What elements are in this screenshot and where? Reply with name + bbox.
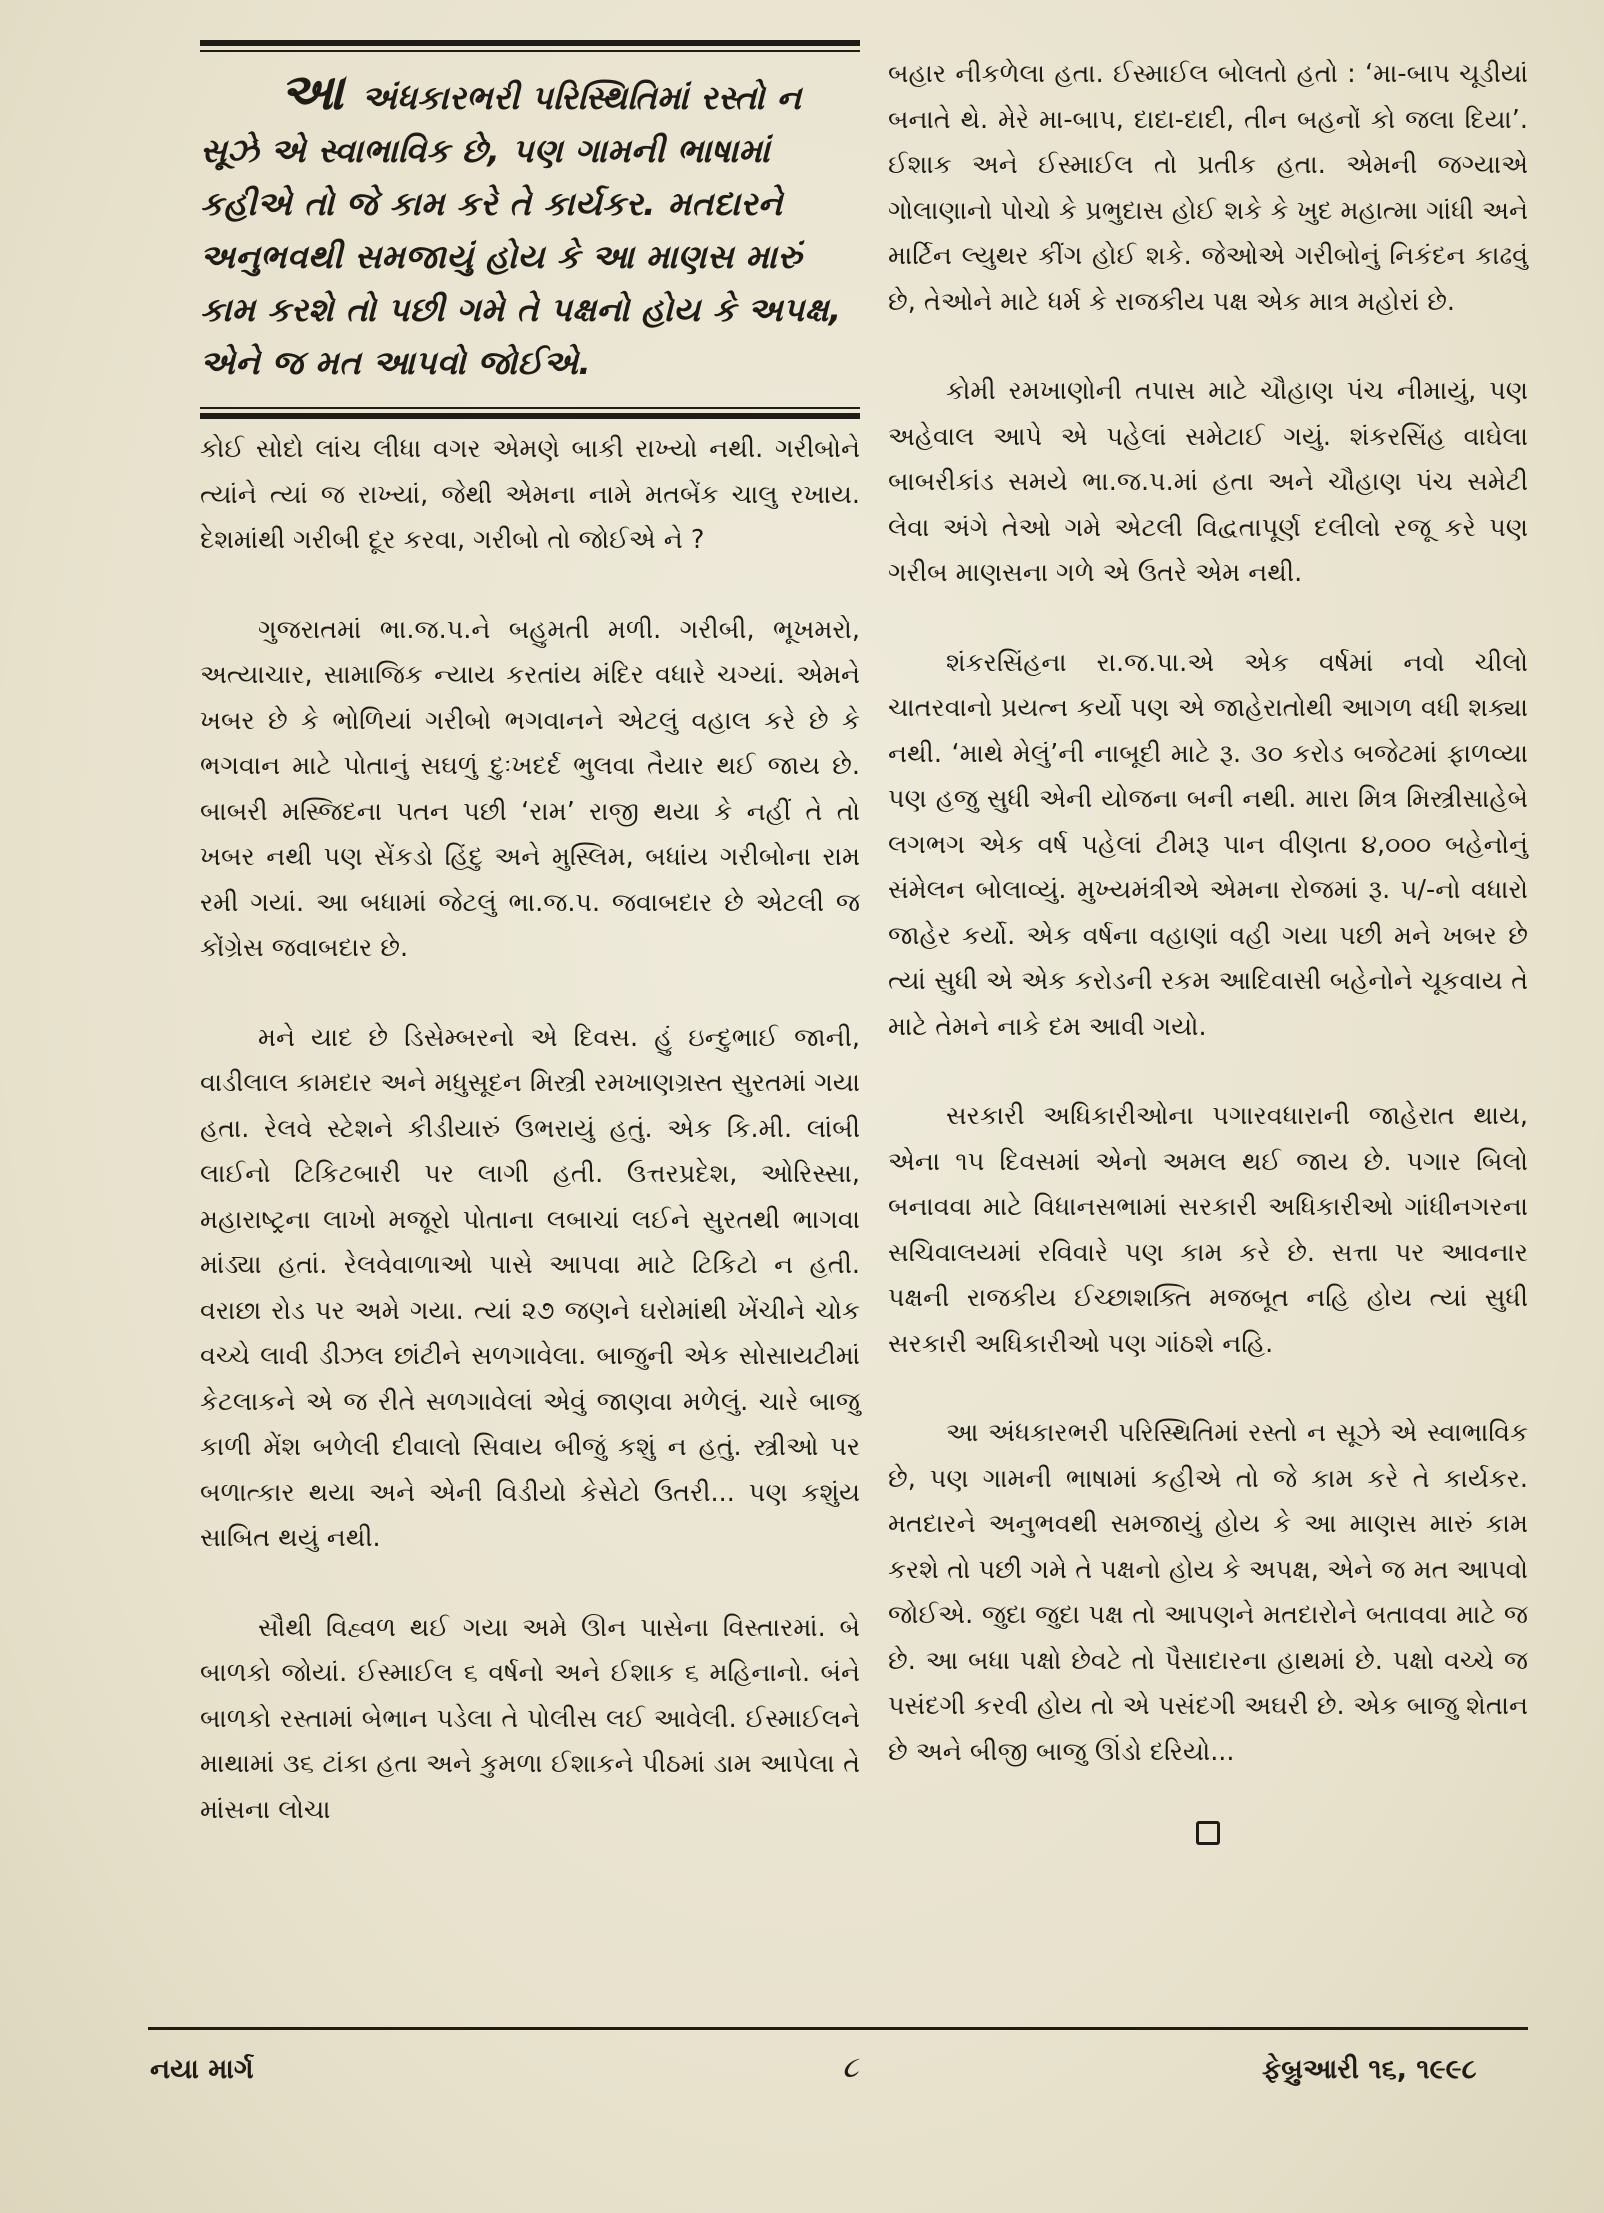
paragraph: કોઈ સોદો લાંચ લીધા વગર એમણે બાકી રાખ્યો નથી. ગરીબોને ત્યાંને ત્યાં જ રાખ્યાં, જેથી એમના નામે મતબેંક ચાલુ રખાય. દેશમાંથી ગરીબી દૂર કરવા, ગરીબો તો જોઈએ ને ?	[200, 434, 860, 555]
left-body-text	[200, 427, 860, 1833]
footer-rule	[148, 2027, 1528, 2030]
paragraph: મને યાદ છે ડિસેમ્બરનો એ દિવસ. હું ઇન્દુભાઈ જાની, વાડીલાલ કામદાર અને મધુસૂદન મિસ્ત્રી રમખાણગ્રસ્ત સુરતમાં ગયા હતા. રેલવે સ્ટેશને કીડીયારું ઉભરાયું હતું. એક કિ.મી. લાંબી લાઈનો ટિકિટબારી પર લાગી હતી. ઉત્તરપ્રદેશ, ઓરિસ્સા, મહારાષ્ટ્રના લાખો મજૂરો પોતાના લબાચાં લઈને સુરતથી ભાગવા માંડ્યા હતાં. રેલવેવાળાઓ પાસે આપવા માટે ટિકિટો ન હતી. વરાછા રોડ પર અમે ગયા. ત્યાં ૨૭ જણને ઘરોમાંથી ખેંચીને ચોક વચ્ચે લાવી ડીઝલ છાંટીને સળગાવેલા. બાજુની એક સોસાયટીમાં કેટલાકને એ જ રીતે સળગાવેલાં એવું જાણવા મળેલું. ચારે બાજુ કાળી મેંશ બળેલી દીવાલો સિવાય બીજું કશું ન હતું. સ્ત્રીઓ પર બળાત્કાર થયા અને એની વિડીયો કેસેટો ઉતરી... પણ કશુંય સાબિત થયું નથી.	[200, 1022, 860, 1553]
pullquote-top-rule-thin	[200, 50, 860, 52]
paragraph: બહાર નીકળેલા હતા. ઈસ્માઈલ બોલતો હતો : ‘મા-બાપ ચૂડીયાં બનાતે થે. મેરે મા-બાપ, દાદા-દાદી, તીન બહનોં કો જલા દિયા’. ઈશાક અને ઈસ્માઈલ તો પ્રતીક હતા. એમની જગ્યાએ ગોલાણાનો પોચો કે પ્રભુદાસ હોઈ શકે કે ખુદ મહાત્મા ગાંધી અને માર્ટિન લ્યુથર કીંગ હોઈ શકે. જેઓએ ગરીબોનું નિકંદન કાઢવું છે, તેઓને માટે ધર્મ કે રાજકીય પક્ષ એક માત્ર મહોરાં છે.	[888, 59, 1528, 317]
right-body-text	[888, 52, 1528, 1775]
left-column	[200, 40, 860, 1833]
paragraph: સરકારી અધિકારીઓના પગારવધારાની જાહેરાત થાય, એના ૧૫ દિવસમાં એનો અમલ થઈ જાય છે. પગાર બિલો બનાવવા માટે વિધાનસભામાં સરકારી અધિકારીઓ ગાંધીનગરના સચિવાલયમાં રવિવારે પણ કામ કરે છે. સત્તા પર આવનાર પક્ષની રાજકીય ઈચ્છાશક્તિ મજબૂત નહિ હોય ત્યાં સુધી સરકારી અધિકારીઓ પણ ગાંઠશે નહિ.	[888, 1101, 1528, 1359]
right-column	[888, 52, 1528, 1845]
paragraph: કોમી રમખાણોની તપાસ માટે ચૌહાણ પંચ નીમાયું, પણ અહેવાલ આપે એ પહેલાં સમેટાઈ ગયું. શંકરસિંહ વાઘેલા બાબરીકાંડ સમયે ભા.જ.પ.માં હતા અને ચૌહાણ પંચ સમેટી લેવા અંગે તેઓ ગમે એટલી વિદ્વતાપૂર્ણ દલીલો રજૂ કરે પણ ગરીબ માણસના ગળે એ ઉતરે એમ નથી.	[888, 376, 1528, 588]
pullquote-lead-word: આ	[280, 63, 344, 121]
paragraph: શંકરસિંહના રા.જ.પા.એ એક વર્ષમાં નવો ચીલો ચાતરવાનો પ્રયત્ન કર્યો પણ એ જાહેરાતોથી આગળ વધી શક્યા નથી. ‘માથે મેલું’ની નાબૂદી માટે રૂ. ૩૦ કરોડ બજેટમાં ફાળવ્યા પણ હજુ સુધી એની યોજના બની નથી. મારા મિત્ર મિસ્ત્રીસાહેબે લગભગ એક વર્ષ પહેલાં ટીમરૂ પાન વીણતા ૪,૦૦૦ બહેનોનું સંમેલન બોલાવ્યું. મુખ્યમંત્રીએ એમના રોજમાં રૂ. ૫/-નો વધારો જાહેર કર્યો. એક વર્ષના વહાણાં વહી ગયા પછી મને ખબર છે ત્યાં સુધી એ એક કરોડની રકમ આદિવાસી બહેનોને ચૂકવાય તે માટે તેમને નાકે દમ આવી ગયો.	[888, 647, 1528, 1042]
paragraph: સૌથી વિહ્વળ થઈ ગયા અમે ઊન પાસેના વિસ્તારમાં. બે બાળકો જોયાં. ઈસ્માઈલ ૬ વર્ષનો અને ઈશાક ૬ મહિનાનો. બંને બાળકો રસ્તામાં બેભાન પડેલા તે પોલીસ લઈ આવેલી. ઈસ્માઈલને માથામાં ૩૬ ટાંકા હતા અને કુમળા ઈશાકને પીઠમાં ડામ આપેલા તે માંસના લોચા	[200, 1612, 860, 1825]
paragraph: ગુજરાતમાં ભા.જ.પ.ને બહુમતી મળી. ગરીબી, ભૂખમરો, અત્યાચાર, સામાજિક ન્યાય કરતાંય મંદિર વધારે ચગ્યાં. એમને ખબર છે કે ભોળિયાં ગરીબો ભગવાનને એટલું વહાલ કરે છે કે ભગવાન માટે પોતાનું સઘળું દુઃખદર્દ ભુલવા તૈયાર થઈ જાય છે. બાબરી મસ્જિદના પતન પછી ‘રામ’ રાજી થયા કે નહીં તે તો ખબર નથી પણ સેંકડો હિંદુ અને મુસ્લિમ, બધાંય ગરીબોના રામ રમી ગયાં. આ બધામાં જેટલું ભા.જ.પ. જવાબદાર છે એટલી જ કોંગ્રેસ જવાબદાર છે.	[200, 614, 860, 963]
paragraph: આ અંધકારભરી પરિસ્થિતિમાં રસ્તો ન સૂઝે એ સ્વાભાવિક છે, પણ ગામની ભાષામાં કહીએ તો જે કામ કરે તે કાર્યકર. મતદારને અનુભવથી સમજાયું હોય કે આ માણસ મારું કામ કરશે તો પછી ગમે તે પક્ષનો હોય કે અપક્ષ, એને જ મત આપવો જોઈએ. જુદા જુદા પક્ષ તો આપણને મતદારોને બતાવવા માટે જ છે. આ બધા પક્ષો છેવટે તો પૈસાદારના હાથમાં છે. પક્ષો વચ્ચે જ પસંદગી કરવી હોય તો એ પસંદગી અઘરી છે. એક બાજુ શેતાન છે અને બીજી બાજુ ઊંડો દરિયો...	[888, 1418, 1528, 1767]
pullquote-bottom-rule-thin	[200, 407, 860, 409]
pullquote	[200, 63, 860, 389]
pullquote-bottom-rule-thick	[200, 413, 860, 419]
footer-publication-name: નયા માર્ગ	[150, 2054, 254, 2085]
pullquote-top-rule-thick	[200, 40, 860, 46]
footer-page-number: ૮	[842, 2050, 859, 2085]
footer-issue-date: ફેબ્રુઆરી ૧૬, ૧૯૯૮	[1262, 2054, 1477, 2085]
pullquote-text: અંધકારભરી પરિસ્થિતિમાં રસ્તો ન સૂઝે એ સ્વાભાવિક છે, પણ ગામની ભાષામાં કહીએ તો જે કામ કરે તે કાર્યકર. મતદારને અનુભવથી સમજાયું હોય કે આ માણસ મારું કામ કરશે તો પછી ગમે તે પક્ષનો હોય કે અપક્ષ, એને જ મત આપવો જોઈએ.	[200, 78, 842, 382]
end-of-article-box-icon	[1196, 1821, 1220, 1845]
